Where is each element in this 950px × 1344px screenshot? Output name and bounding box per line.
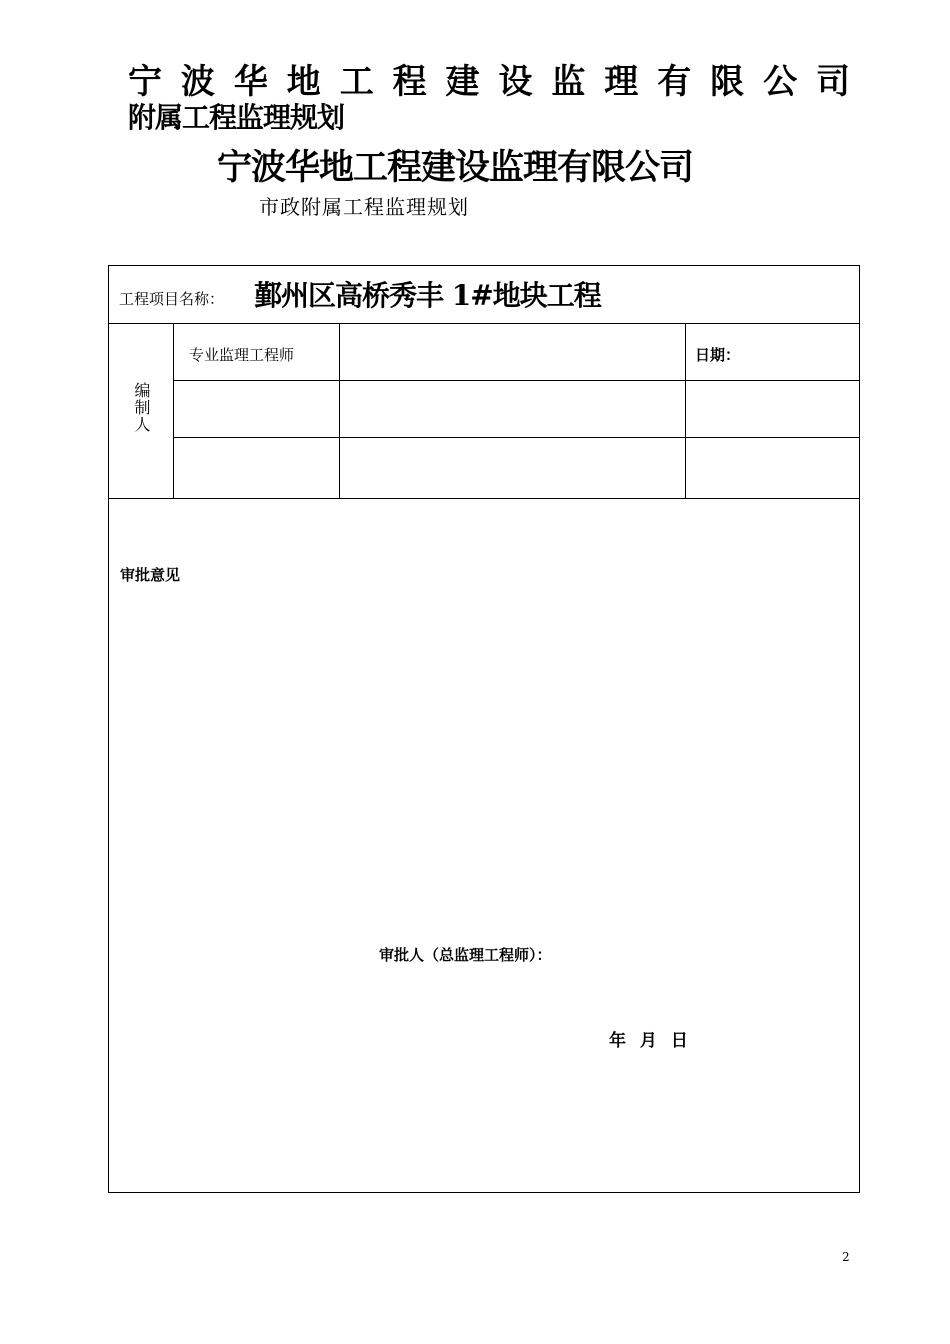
col-divider	[339, 323, 340, 499]
company-char: 有	[657, 62, 692, 102]
company-char: 司	[815, 62, 850, 102]
date-label: 日期：	[695, 346, 741, 364]
row-divider	[109, 323, 859, 324]
company-char: 宁	[128, 62, 162, 102]
subtitle-line: 附属工程监理规划	[128, 101, 345, 134]
company-char: 地	[286, 62, 321, 102]
approval-date-placeholder: 年 月 日	[609, 1031, 688, 1051]
company-char: 华	[233, 62, 268, 102]
company-char: 设	[498, 62, 533, 102]
role-label: 专业监理工程师	[189, 346, 295, 364]
company-name-spaced	[128, 62, 850, 102]
col-divider	[685, 323, 686, 499]
project-name-label: 工程项目名称：	[119, 290, 225, 308]
page-number: 2	[842, 1250, 850, 1264]
row-divider	[173, 437, 859, 438]
company-title: 宁波华地工程建设监理有限公司	[217, 147, 694, 188]
company-char: 理	[604, 62, 639, 102]
row-divider	[109, 498, 859, 499]
approval-form-table	[108, 265, 860, 1193]
approver-label: 审批人（总监理工程师）：	[379, 946, 552, 964]
company-char: 公	[763, 62, 798, 102]
company-char: 建	[445, 62, 480, 102]
approval-opinion-label: 审批意见	[120, 566, 181, 584]
company-char: 波	[180, 62, 215, 102]
plan-title: 市政附属工程监理规划	[259, 195, 469, 219]
company-char: 监	[551, 62, 586, 102]
company-char: 限	[710, 62, 745, 102]
compiler-label: 编制人	[132, 382, 151, 433]
row-divider	[173, 380, 859, 381]
company-char: 程	[392, 62, 427, 102]
company-char: 工	[339, 62, 374, 102]
col-divider	[173, 323, 174, 499]
project-name-value: 鄞州区高桥秀丰 1#地块工程	[254, 279, 601, 312]
